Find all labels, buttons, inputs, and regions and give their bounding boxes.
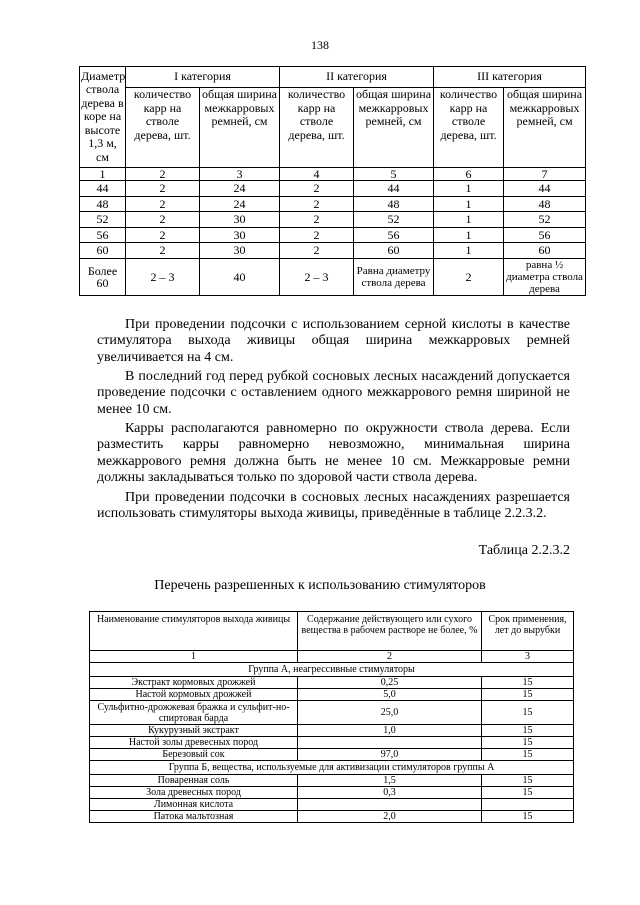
table-cell: 1 <box>434 181 504 197</box>
column-number-row <box>80 168 586 181</box>
table-cell: 56 <box>504 227 586 243</box>
table-cell: Кукурузный экстракт <box>90 725 298 737</box>
table-row <box>90 689 574 701</box>
table-cell: Равна диаметру ствола дерева <box>354 258 434 295</box>
group-a-heading: Группа А, неагрессивные стимуляторы <box>90 663 574 677</box>
table-row <box>90 725 574 737</box>
table-cell: Настой кормовых дрожжей <box>90 689 298 701</box>
subheader-count: количество карр на стволе дерева, шт. <box>280 88 354 168</box>
table-cell: 25,0 <box>298 701 482 725</box>
table-cell: 15 <box>482 787 574 799</box>
table-cell: 1 <box>434 212 504 228</box>
table-cell: 15 <box>482 737 574 749</box>
col-number: 6 <box>434 168 504 181</box>
table-cell: равна ½ диаметра ствола дерева <box>504 258 586 295</box>
table-row <box>90 787 574 799</box>
page-number: 138 <box>311 38 329 52</box>
paragraph <box>97 317 570 366</box>
header-category-3: III категория <box>434 67 586 88</box>
table-cell <box>298 799 482 811</box>
table-row <box>90 701 574 725</box>
table-cell: 2 <box>126 212 200 228</box>
header-term: Срок применения, лет до вырубки <box>482 612 574 651</box>
table-row <box>80 243 586 259</box>
table-label: Таблица 2.2.3.2 <box>478 543 570 558</box>
table-cell: 40 <box>200 258 280 295</box>
table-row <box>90 677 574 689</box>
table-cell: 1 <box>434 227 504 243</box>
table-cell: 1 <box>434 196 504 212</box>
col-number: 1 <box>80 168 126 181</box>
col-number: 1 <box>90 651 298 663</box>
table-row <box>90 737 574 749</box>
table-cell: 44 <box>80 181 126 197</box>
table-cell: 15 <box>482 689 574 701</box>
col-number: 4 <box>280 168 354 181</box>
subheader-width: общая ширина межкарровых ремней, см <box>504 88 586 168</box>
table-cell <box>298 737 482 749</box>
table-row <box>90 775 574 787</box>
table-cell: 0,3 <box>298 787 482 799</box>
table-cell: Поваренная соль <box>90 775 298 787</box>
tapping-norms-table <box>79 66 586 296</box>
col-number: 5 <box>354 168 434 181</box>
subheader-width: общая ширина межкарровых ремней, см <box>354 88 434 168</box>
col-number: 2 <box>126 168 200 181</box>
table-cell: 1 <box>434 243 504 259</box>
table-cell: 2 <box>126 181 200 197</box>
table-cell: 2 – 3 <box>280 258 354 295</box>
table-cell: 24 <box>200 181 280 197</box>
table-row <box>80 258 586 295</box>
table-cell: 2 <box>280 227 354 243</box>
table-cell: 44 <box>354 181 434 197</box>
table-cell: 52 <box>504 212 586 228</box>
paragraph-text: В последний год перед рубкой сосновых лесных насаждений допускается проведение подсочки с оставлением одного межкаррового ремня шириной не менее 10 см. <box>97 369 570 417</box>
paragraph-text: При проведении подсочки в сосновых лесных насаждениях разрешается использовать стимуляторы выхода живицы, приведённые в таблице 2.2.3.2. <box>97 490 570 522</box>
table-cell: 2 <box>126 227 200 243</box>
table-title: Перечень разрешенных к использованию стимуляторов <box>154 578 486 593</box>
table-cell: 30 <box>200 212 280 228</box>
table-cell: 2 <box>126 243 200 259</box>
table-cell: 2 <box>280 243 354 259</box>
table-cell: 15 <box>482 725 574 737</box>
table-cell: Лимонная кислота <box>90 799 298 811</box>
table-cell: 15 <box>482 811 574 823</box>
table-row <box>80 212 586 228</box>
table-cell: 48 <box>354 196 434 212</box>
table-cell: Зола древесных пород <box>90 787 298 799</box>
header-name: Наименование стимуляторов выхода живицы <box>90 612 298 651</box>
paragraph <box>97 490 570 523</box>
table-cell: 2 <box>280 212 354 228</box>
table-cell: 15 <box>482 775 574 787</box>
table-row <box>80 181 586 197</box>
paragraph-text: При проведении подсочки с использованием серной кислоты в качестве стимулятора выхода живицы общая ширина межкарровых ремней увеличивается на 4 см. <box>97 317 570 365</box>
header-content: Содержание действующего или сухого вещества в рабочем растворе не более, % <box>298 612 482 651</box>
table-row <box>90 749 574 761</box>
table-cell: 0,25 <box>298 677 482 689</box>
table-cell: 24 <box>200 196 280 212</box>
table-cell: 30 <box>200 243 280 259</box>
table-cell: 15 <box>482 701 574 725</box>
table-cell: 60 <box>80 243 126 259</box>
table-cell: 52 <box>354 212 434 228</box>
table-cell: 60 <box>504 243 586 259</box>
table-cell: 15 <box>482 749 574 761</box>
table-row <box>80 196 586 212</box>
subheader-count: количество карр на стволе дерева, шт. <box>434 88 504 168</box>
table-cell: 2 <box>434 258 504 295</box>
table-cell: Березовый сок <box>90 749 298 761</box>
subheader-count: количество карр на стволе дерева, шт. <box>126 88 200 168</box>
paragraph <box>97 421 570 487</box>
table-cell: 52 <box>80 212 126 228</box>
table-cell: Настой золы древесных пород <box>90 737 298 749</box>
table-cell <box>482 799 574 811</box>
col-number: 3 <box>482 651 574 663</box>
table-cell: 1,5 <box>298 775 482 787</box>
table-cell: 15 <box>482 677 574 689</box>
table-cell: 2 <box>280 196 354 212</box>
table-cell: 56 <box>354 227 434 243</box>
table-cell: 2 <box>280 181 354 197</box>
group-b-heading: Группа Б, вещества, используемые для активизации стимуляторов группы А <box>90 761 574 775</box>
table-cell: Экстракт кормовых дрожжей <box>90 677 298 689</box>
table-cell: 2 <box>126 196 200 212</box>
table-cell: 30 <box>200 227 280 243</box>
header-category-1: I категория <box>126 67 280 88</box>
header-category-2: II категория <box>280 67 434 88</box>
header-diameter: Диаметр ствола дерева в коре на высоте 1,3 м, см <box>80 67 126 168</box>
column-number-row <box>90 651 574 663</box>
subheader-width: общая ширина межкарровых ремней, см <box>200 88 280 168</box>
table-cell: 2,0 <box>298 811 482 823</box>
table-cell: Сульфитно-дрожжевая бражка и сульфит-но-спиртовая барда <box>90 701 298 725</box>
table-cell: 48 <box>80 196 126 212</box>
table-cell: 2 – 3 <box>126 258 200 295</box>
table-cell: Более 60 <box>80 258 126 295</box>
col-number: 3 <box>200 168 280 181</box>
paragraph <box>97 369 570 418</box>
table-cell: 56 <box>80 227 126 243</box>
table-cell: 5,0 <box>298 689 482 701</box>
col-number: 7 <box>504 168 586 181</box>
stimulators-table <box>89 611 574 823</box>
table-cell: 1,0 <box>298 725 482 737</box>
table-row <box>90 811 574 823</box>
table-cell: 97,0 <box>298 749 482 761</box>
table-row <box>90 799 574 811</box>
paragraph-text: Карры располагаются равномерно по окружности ствола дерева. Если разместить карры равномерно невозможно, минимальная ширина межкаррового ремня должна быть не менее 10 см. Межкарровые ремни должны закладываться только по здоровой части ствола дерева. <box>97 421 570 486</box>
table-cell: 48 <box>504 196 586 212</box>
table-cell: 60 <box>354 243 434 259</box>
table-row <box>80 227 586 243</box>
table-cell: 44 <box>504 181 586 197</box>
col-number: 2 <box>298 651 482 663</box>
table-cell: Патока мальтозная <box>90 811 298 823</box>
